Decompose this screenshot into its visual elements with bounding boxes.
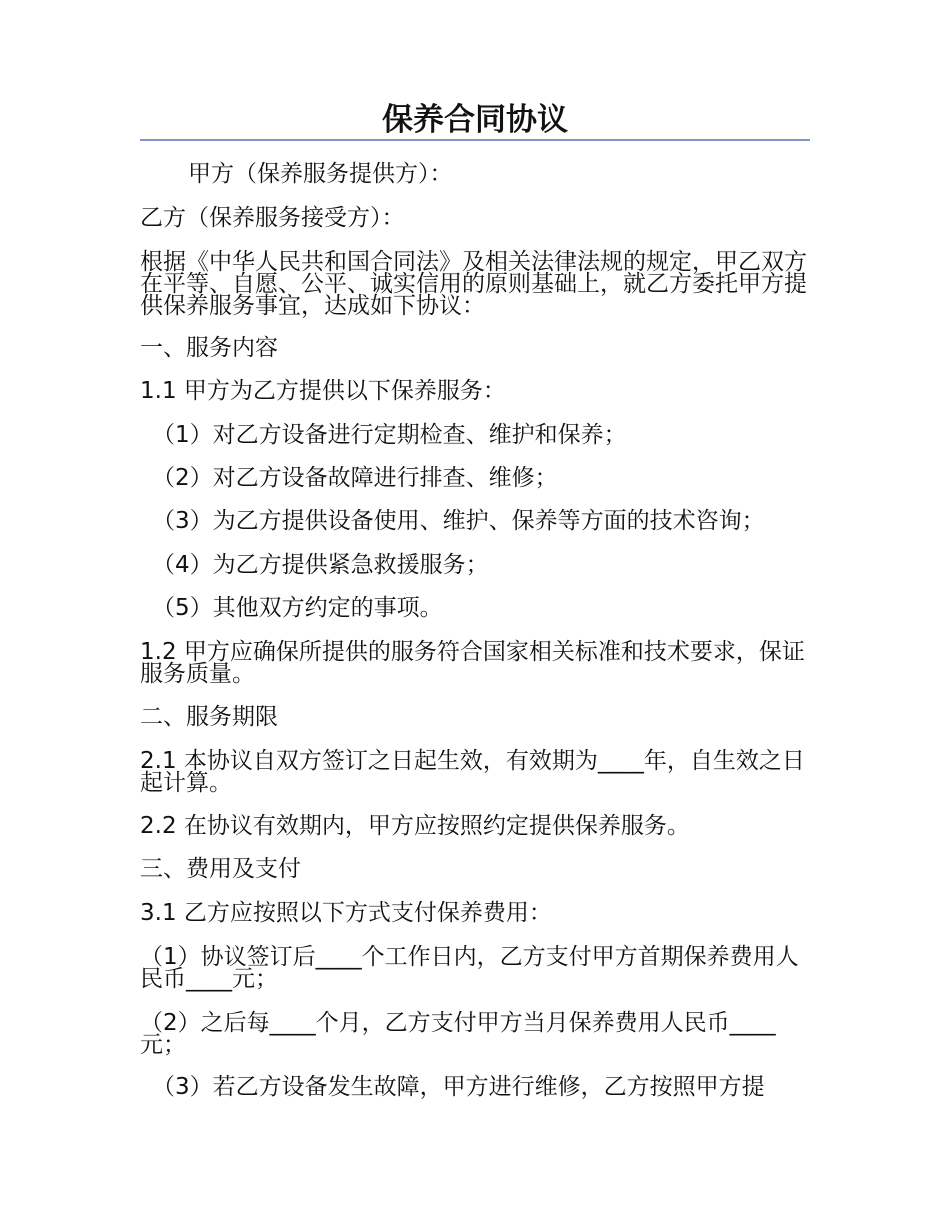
clause-2-1: 2.1 本协议自双方签订之日起生效，有效期为____年，自生效之日起计算。 — [140, 748, 805, 796]
list-item: （5）其他双方约定的事项。 — [152, 595, 443, 621]
list-item: （1）协议签订后____个工作日内，乙方支付甲方首期保养费用人民币____元； — [140, 944, 799, 992]
party-a-line: 甲方（保养服务提供方）： — [188, 161, 453, 187]
list-item: （3）为乙方提供设备使用、维护、保养等方面的技术咨询； — [152, 508, 765, 534]
clause-1-2: 1.2 甲方应确保所提供的服务符合国家相关标准和技术要求，保证服务质量。 — [140, 639, 805, 687]
list-item: （3）若乙方设备发生故障，甲方进行维修，乙方按照甲方提 — [152, 1074, 765, 1100]
list-item: （2）对乙方设备故障进行排查、维修； — [152, 465, 558, 491]
clause-1-1: 1.1 甲方为乙方提供以下保养服务： — [140, 378, 506, 404]
section-1-heading: 一、服务内容 — [140, 335, 278, 361]
section-3-heading: 三、费用及支付 — [140, 856, 301, 882]
list-item: （2）之后每____个月，乙方支付甲方当月保养费用人民币____元； — [140, 1010, 776, 1058]
section-2-heading: 二、服务期限 — [140, 704, 278, 730]
list-item: （1）对乙方设备进行定期检查、维护和保养； — [152, 422, 627, 448]
clause-3-1: 3.1 乙方应按照以下方式支付保养费用： — [140, 900, 552, 926]
list-item: （4）为乙方提供紧急救援服务； — [152, 552, 489, 578]
preamble-paragraph: 根据《中华人民共和国合同法》及相关法律法规的规定，甲乙双方在平等、自愿、公平、诚实信用的原则基础上，就乙方委托甲方提供保养服务事宜，达成如下协议： — [140, 249, 807, 319]
clause-2-2: 2.2 在协议有效期内，甲方应按照约定提供保养服务。 — [140, 813, 690, 839]
party-b-line: 乙方（保养服务接受方）： — [140, 205, 405, 231]
title-underline — [140, 139, 810, 141]
document-title: 保养合同协议 — [382, 102, 568, 138]
